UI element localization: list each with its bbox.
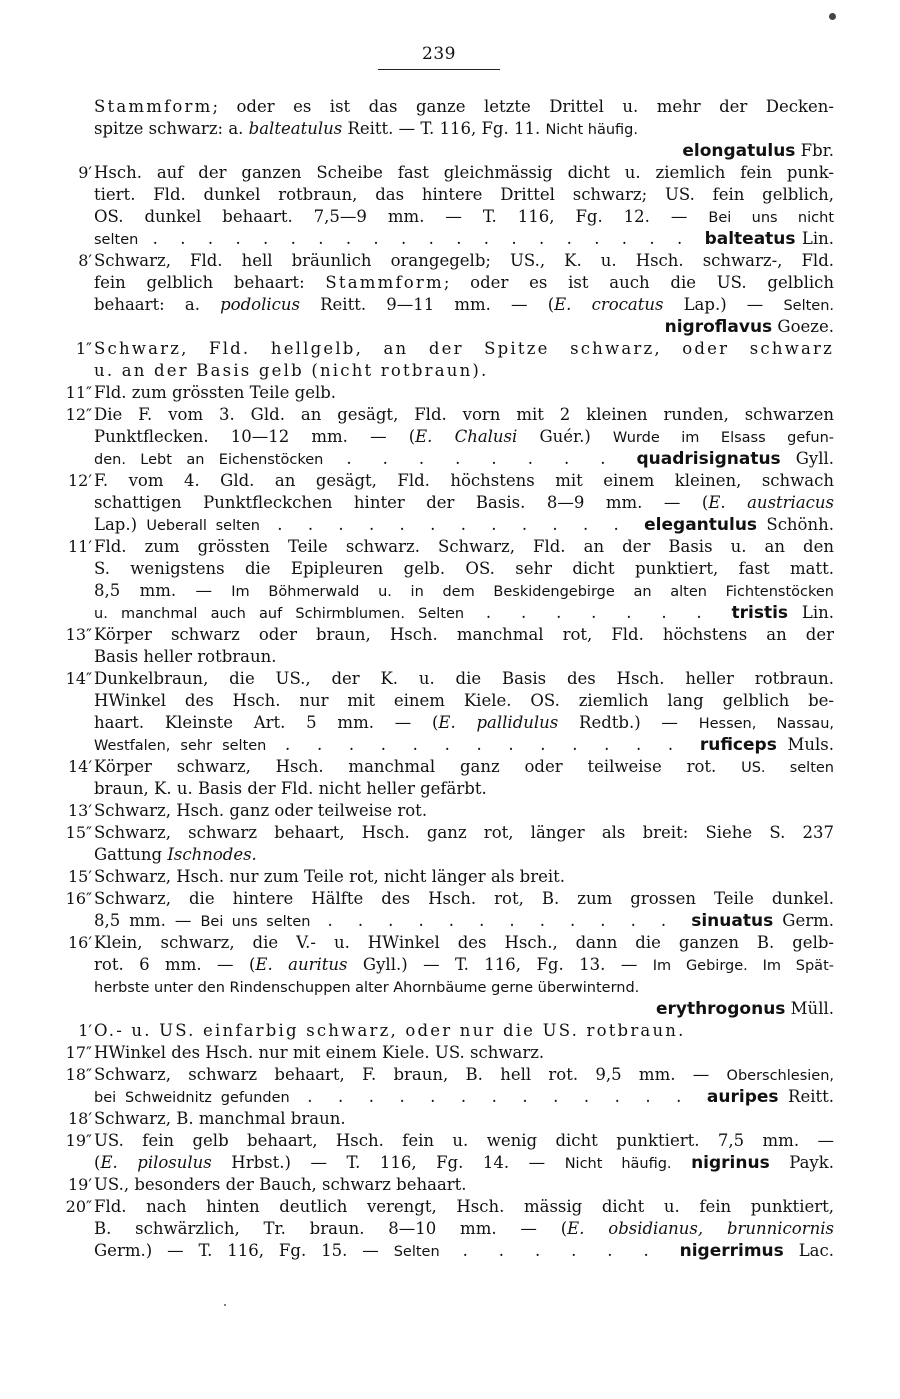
dot-leader: . . . . . . . . . . . . . <box>266 735 700 754</box>
line-text <box>94 118 834 141</box>
line-text <box>94 536 834 558</box>
line-text <box>94 360 834 382</box>
key-line <box>0 932 900 954</box>
text-run: Fld. zum grössten Teile schwarz. Schwarz, Fld. an der Basis u. an den <box>94 537 834 556</box>
text-run: Hsch. auf der ganzen Scheibe fast gleichmässig dicht u. ziemlich fein punk- <box>94 163 834 182</box>
page-number: 239 <box>422 44 456 64</box>
text-run: Germ. <box>773 911 834 930</box>
key-line <box>0 690 900 712</box>
couplet-number: 12′ <box>68 471 92 490</box>
couplet-number: 13″ <box>65 625 92 644</box>
line-text <box>94 1174 834 1196</box>
distribution-note: Ueberall selten <box>146 518 260 534</box>
text-run: Schwarz, schwarz behaart, F. braun, B. hell rot. 9,5 mm. — <box>94 1065 727 1084</box>
line-text <box>94 1086 834 1109</box>
line-text <box>94 910 834 933</box>
spaced-text: Stammform <box>94 97 213 116</box>
dot-leader: . . . . . . . <box>464 603 732 622</box>
line-text <box>94 778 834 800</box>
species-name: balteatus <box>704 229 796 249</box>
key-line <box>0 1020 900 1042</box>
synonym-name: E. Chalusi <box>415 427 518 446</box>
line-text <box>94 1108 834 1130</box>
line-text <box>94 1218 834 1240</box>
key-line <box>0 646 900 668</box>
text-run: fein gelblich behaart: <box>94 273 326 292</box>
text-run <box>672 1153 692 1172</box>
synonym-name: E. pallidulus <box>438 713 559 732</box>
line-text <box>94 932 834 954</box>
species-name: tristis <box>731 603 789 623</box>
text-run: 8,5 mm. — <box>94 581 232 600</box>
key-line <box>0 844 900 866</box>
key-line <box>0 96 900 118</box>
line-text <box>94 184 834 206</box>
line-text <box>94 756 834 779</box>
dot-leader: . . . . . . . . <box>323 449 637 468</box>
key-line <box>0 1042 900 1064</box>
line-text <box>94 888 834 910</box>
line-text <box>94 294 834 317</box>
text-run: Schwarz, B. manchmal braun. <box>94 1109 346 1128</box>
dot-leader: . . . . . . . . . . . . . <box>289 1087 707 1106</box>
distribution-note: herbste unter den Rindenschuppen alter Ahornbäume gerne überwinternd. <box>94 980 640 996</box>
couplet-number: 11″ <box>65 383 92 402</box>
couplet-number: 19″ <box>65 1131 92 1150</box>
ink-dot <box>829 13 836 20</box>
key-line <box>0 1196 900 1218</box>
key-line <box>0 162 900 184</box>
species-name: nigroflavus <box>664 317 773 337</box>
text-run: Schwarz, Hsch. nur zum Teile rot, nicht länger als breit. <box>94 867 566 886</box>
key-line <box>0 624 900 646</box>
key-line <box>0 228 900 250</box>
line-text <box>94 514 834 537</box>
couplet-number: 8′ <box>78 251 92 270</box>
couplet-number: 20″ <box>65 1197 92 1216</box>
line-text <box>94 602 834 625</box>
text-run: Gyll.) — T. 116, Fg. 13. — <box>347 955 653 974</box>
line-text <box>94 316 834 338</box>
key-line <box>0 734 900 756</box>
couplet-number: 16′ <box>68 933 92 952</box>
spaced-text: u. an der Basis gelb (nicht rotbraun). <box>94 361 489 380</box>
text-run: Dunkelbraun, die US., der K. u. die Basis des Hsch. heller rotbraun. <box>94 669 834 688</box>
synonym-name: E. pilosulus <box>100 1153 212 1172</box>
line-text <box>94 998 834 1020</box>
couplet-number: 13′ <box>68 801 92 820</box>
key-text <box>0 96 900 1262</box>
couplet-number: 17″ <box>65 1043 92 1062</box>
key-line <box>0 1152 900 1174</box>
text-run: Reitt. <box>778 1087 834 1106</box>
distribution-note: Selten <box>393 1244 440 1260</box>
ink-speck <box>224 1304 226 1306</box>
key-line <box>0 338 900 360</box>
synonym-name: E. obsidianus, brunnicornis <box>567 1219 834 1238</box>
spaced-text: O.- u. US. einfarbig schwarz, oder nur die US. rotbraun. <box>94 1021 686 1040</box>
text-run: Müll. <box>785 999 834 1018</box>
text-run: ; oder es ist das ganze letzte Drittel u. mehr der Decken- <box>212 97 834 116</box>
couplet-number: 1″ <box>75 339 92 358</box>
line-text <box>94 690 834 712</box>
text-run: US. fein gelb behaart, Hsch. fein u. wenig dicht punktiert. 7,5 mm. — <box>94 1131 834 1150</box>
text-run: Lac. <box>783 1241 834 1260</box>
line-text <box>94 426 834 449</box>
distribution-note: Selten. <box>783 298 834 314</box>
distribution-note: bei Schweidnitz gefunden <box>94 1090 290 1106</box>
key-line <box>0 602 900 624</box>
text-run: Schönh. <box>757 515 834 534</box>
key-line <box>0 1086 900 1108</box>
text-run: Reitt. 9—11 mm. — ( <box>299 295 555 314</box>
dot-leader: . . . . . . <box>439 1241 680 1260</box>
distribution-note: Nicht häufig. <box>545 122 638 138</box>
text-run: OS. dunkel behaart. 7,5—9 mm. — T. 116, Fg. 12. — <box>94 207 709 226</box>
species-name: sinuatus <box>691 911 774 931</box>
synonym-name: podolicus <box>220 295 300 314</box>
line-text <box>94 162 834 184</box>
line-text <box>94 866 834 888</box>
text-run: Fbr. <box>795 141 834 160</box>
key-line <box>0 1108 900 1130</box>
line-text <box>94 1196 834 1218</box>
line-text <box>94 668 834 690</box>
text-run: Goeze. <box>772 317 834 336</box>
couplet-number: 15′ <box>68 867 92 886</box>
text-run: Redtb.) — <box>558 713 699 732</box>
text-run: Lin. <box>795 229 834 248</box>
text-run: ( <box>94 1153 101 1172</box>
text-run: HWinkel des Hsch. nur mit einem Kiele. US. schwarz. <box>94 1043 545 1062</box>
key-line <box>0 294 900 316</box>
key-line <box>0 536 900 558</box>
key-line <box>0 514 900 536</box>
key-line <box>0 316 900 338</box>
synonym-name: E. auritus <box>255 955 348 974</box>
couplet-number: 14″ <box>65 669 92 688</box>
line-text <box>94 558 834 580</box>
couplet-number: 18′ <box>68 1109 92 1128</box>
line-text <box>94 272 834 294</box>
text-run: schattigen Punktfleckchen hinter der Basis. 8—9 mm. — ( <box>94 493 709 512</box>
text-run: spitze schwarz: a. <box>94 119 249 138</box>
key-line <box>0 1130 900 1152</box>
text-run: Schwarz, Hsch. ganz oder teilweise rot. <box>94 801 428 820</box>
text-run: Gattung <box>94 845 168 864</box>
couplet-number: 19′ <box>68 1175 92 1194</box>
synonym-name: balteatulus <box>248 119 343 138</box>
species-name: elegantulus <box>644 515 758 535</box>
key-line <box>0 426 900 448</box>
key-line <box>0 184 900 206</box>
couplet-number: 18″ <box>65 1065 92 1084</box>
text-run: ; oder es ist auch die US. gelblich <box>443 273 834 292</box>
text-run: Germ.) — T. 116, Fg. 15. — <box>94 1241 394 1260</box>
line-text <box>94 206 834 229</box>
synonym-name: E. austriacus <box>708 493 834 512</box>
couplet-number: 15″ <box>65 823 92 842</box>
key-line <box>0 558 900 580</box>
key-line <box>0 1064 900 1086</box>
text-run: Gyll. <box>780 449 834 468</box>
key-line <box>0 118 900 140</box>
key-line <box>0 492 900 514</box>
distribution-note: Hessen, Nassau, <box>698 716 834 732</box>
line-text <box>94 250 834 272</box>
text-run: Lin. <box>788 603 834 622</box>
key-line <box>0 404 900 426</box>
key-line <box>0 712 900 734</box>
synonym-name: E. crocatus <box>554 295 664 314</box>
key-line <box>0 800 900 822</box>
key-line <box>0 1218 900 1240</box>
key-line <box>0 954 900 976</box>
text-run: Lap.) <box>94 515 147 534</box>
synonym-name: Ischnodes. <box>167 845 257 864</box>
text-run: 8,5 mm. — <box>94 911 201 930</box>
text-run: Fld. zum grössten Teile gelb. <box>94 383 337 402</box>
line-text <box>94 470 834 492</box>
distribution-note: Im Böhmerwald u. in dem Beskidengebirge an alten Fichtenstöcken <box>231 584 834 600</box>
distribution-note: Oberschlesien, <box>726 1068 834 1084</box>
text-run: Klein, schwarz, die V.- u. HWinkel des Hsch., dann die ganzen B. gelb- <box>94 933 834 952</box>
line-text <box>94 624 834 646</box>
line-text <box>94 404 834 426</box>
text-run: HWinkel des Hsch. nur mit einem Kiele. OS. ziemlich lang gelblich be- <box>94 691 834 710</box>
text-run: Lap.) — <box>663 295 784 314</box>
dot-leader: . . . . . . . . . . . . . . . . . . . . <box>138 229 705 248</box>
text-run: Körper schwarz, Hsch. manchmal ganz oder teilweise rot. <box>94 757 742 776</box>
key-line <box>0 668 900 690</box>
species-name: auripes <box>706 1087 779 1107</box>
text-run: rot. 6 mm. — ( <box>94 955 256 974</box>
page-number-rule <box>378 69 500 70</box>
couplet-number: 1′ <box>78 1021 92 1040</box>
text-run: Körper schwarz oder braun, Hsch. manchmal rot, Fld. höchstens an der <box>94 625 834 644</box>
couplet-number: 12″ <box>65 405 92 424</box>
key-line <box>0 910 900 932</box>
text-run: S. wenigstens die Epipleuren gelb. OS. sehr dicht punktiert, fast matt. <box>94 559 834 578</box>
line-text <box>94 1042 834 1064</box>
text-run: Schwarz, schwarz behaart, Hsch. ganz rot, länger als breit: Siehe S. 237 <box>94 823 834 842</box>
species-name: nigerrimus <box>679 1241 784 1261</box>
line-text <box>94 1064 834 1087</box>
line-text <box>94 646 834 668</box>
text-run: Schwarz, die hintere Hälfte des Hsch. rot, B. zum grossen Teile dunkel. <box>94 889 834 908</box>
line-text <box>94 140 834 162</box>
key-line <box>0 976 900 998</box>
distribution-note: Wurde im Elsass gefun- <box>612 430 834 446</box>
couplet-number: 16″ <box>65 889 92 908</box>
distribution-note: Bei uns selten <box>200 914 311 930</box>
text-run: Guér.) <box>517 427 613 446</box>
couplet-number: 14′ <box>68 757 92 776</box>
line-text <box>94 338 834 360</box>
key-line <box>0 1174 900 1196</box>
key-line <box>0 580 900 602</box>
couplet-number: 9′ <box>78 163 92 182</box>
key-line <box>0 250 900 272</box>
text-run: B. schwärzlich, Tr. braun. 8—10 mm. — ( <box>94 1219 568 1238</box>
line-text <box>94 382 834 404</box>
line-text <box>94 492 834 514</box>
key-line <box>0 998 900 1020</box>
key-line <box>0 888 900 910</box>
text-run: Reitt. — T. 116, Fg. 11. <box>342 119 546 138</box>
line-text <box>94 734 834 757</box>
species-name: quadrisignatus <box>636 449 781 469</box>
text-run: Fld. nach hinten deutlich verengt, Hsch. mässig dicht u. fein punktiert, <box>94 1197 834 1216</box>
distribution-note: Westfalen, sehr selten <box>94 738 267 754</box>
key-line <box>0 1240 900 1262</box>
key-line <box>0 822 900 844</box>
text-run: F. vom 4. Gld. an gesägt, Fld. höchstens mit einem kleinen, schwach <box>94 471 834 490</box>
text-run: Payk. <box>769 1153 834 1172</box>
key-line <box>0 866 900 888</box>
line-text <box>94 822 834 844</box>
line-text <box>94 1020 834 1042</box>
distribution-note: den. Lebt an Eichenstöcken <box>94 452 324 468</box>
dot-leader: . . . . . . . . . . . . <box>259 515 645 534</box>
key-line <box>0 470 900 492</box>
text-run: Die F. vom 3. Gld. an gesägt, Fld. vorn mit 2 kleinen runden, schwarzen <box>94 405 834 424</box>
key-line <box>0 382 900 404</box>
spaced-text: Stammform <box>325 273 444 292</box>
key-line <box>0 272 900 294</box>
couplet-number: 11′ <box>68 537 92 556</box>
species-name: nigrinus <box>691 1153 770 1173</box>
line-text <box>94 976 834 999</box>
line-text <box>94 228 834 251</box>
text-run: Schwarz, Fld. hell bräunlich orangegelb; US., K. u. Hsch. schwarz-, Fld. <box>94 251 834 270</box>
species-name: elongatulus <box>682 141 796 161</box>
key-line <box>0 206 900 228</box>
distribution-note: Bei uns nicht <box>708 210 834 226</box>
text-run: behaart: a. <box>94 295 221 314</box>
key-line <box>0 448 900 470</box>
line-text <box>94 448 834 471</box>
key-line <box>0 756 900 778</box>
text-run: Punktflecken. 10—12 mm. — ( <box>94 427 416 446</box>
species-name: ruficeps <box>699 735 777 755</box>
spaced-text: Schwarz, Fld. hellgelb, an der Spitze schwarz, oder schwarz <box>94 339 834 358</box>
key-line <box>0 360 900 382</box>
line-text <box>94 712 834 735</box>
line-text <box>94 954 834 977</box>
distribution-note: u. manchmal auch auf Schirmblumen. Selten <box>94 606 465 622</box>
line-text <box>94 844 834 866</box>
line-text <box>94 1130 834 1152</box>
line-text <box>94 1240 834 1263</box>
distribution-note: Im Gebirge. Im Spät- <box>652 958 834 974</box>
line-text <box>94 800 834 822</box>
text-run: tiert. Fld. dunkel rotbraun, das hintere Drittel schwarz; US. fein gelblich, <box>94 185 834 204</box>
text-run: Hrbst.) — T. 116, Fg. 14. — <box>211 1153 565 1172</box>
dot-leader: . . . . . . . . . . . . <box>310 911 692 930</box>
line-text <box>94 96 834 118</box>
key-line <box>0 140 900 162</box>
distribution-note: US. selten <box>741 760 834 776</box>
text-run: Muls. <box>776 735 834 754</box>
text-run: US., besonders der Bauch, schwarz behaart. <box>94 1175 467 1194</box>
text-run: haart. Kleinste Art. 5 mm. — ( <box>94 713 439 732</box>
text-run: Basis heller rotbraun. <box>94 647 277 666</box>
distribution-note: selten <box>94 232 139 248</box>
species-name: erythrogonus <box>655 999 786 1019</box>
distribution-note: Nicht häufig. <box>564 1156 672 1172</box>
line-text <box>94 580 834 603</box>
line-text <box>94 1152 834 1175</box>
key-line <box>0 778 900 800</box>
text-run: braun, K. u. Basis der Fld. nicht heller gefärbt. <box>94 779 487 798</box>
